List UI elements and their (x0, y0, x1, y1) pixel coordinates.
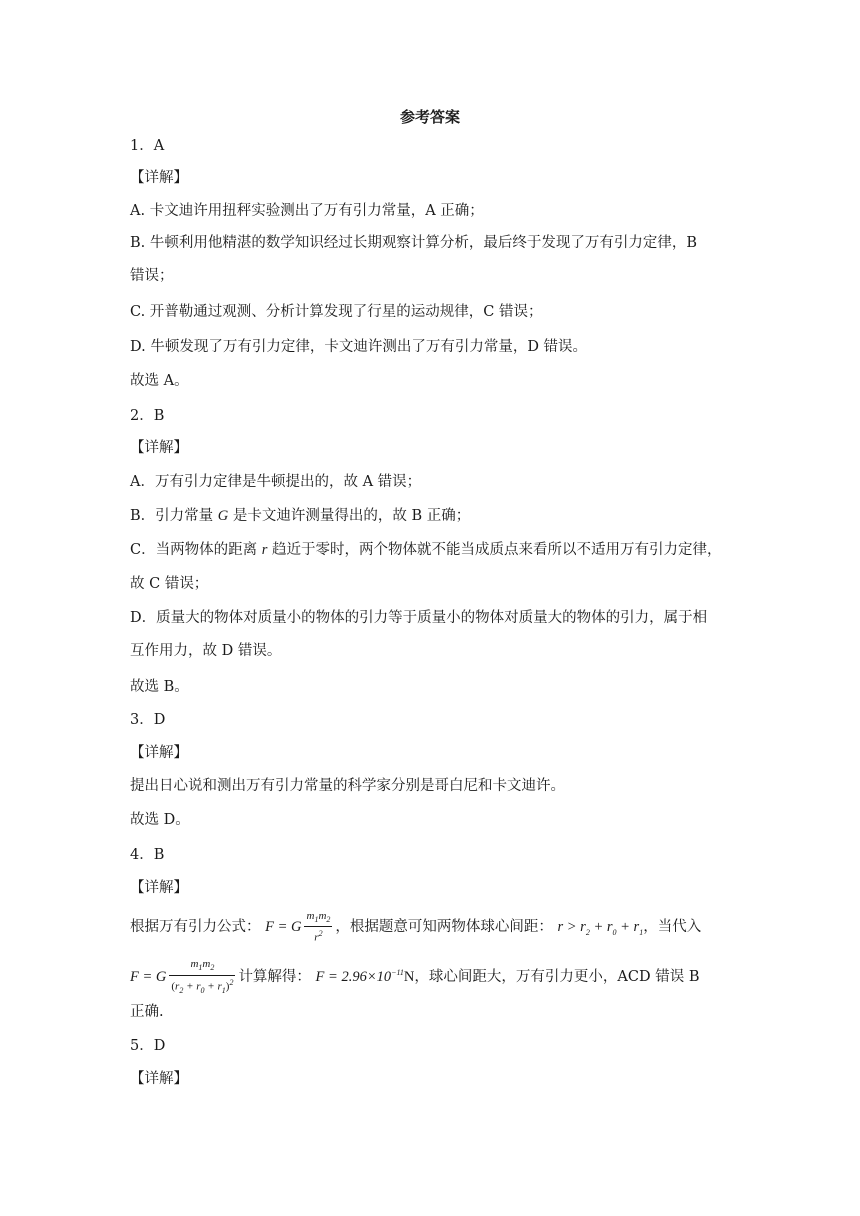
gravitation-formula: F = G $\frac{m_1m_2}{r^2}$ (265, 910, 331, 945)
q2-option-b: B．引力常量 G 是卡文迪许测量得出的，故 B 正确； (130, 508, 471, 524)
q5-detail-label: 【详解】 (130, 1071, 188, 1087)
q2-option-d-line1: D．质量大的物体对质量小的物体的引力等于质量小的物体对质量大的物体的引力，属于相 (130, 610, 708, 626)
q1-option-b-line2: 错误； (130, 268, 174, 284)
q1-detail-label: 【详解】 (130, 170, 188, 186)
q4-conclusion: 正确. (130, 1004, 164, 1020)
q4-result-line: F = G $\frac{m_1m_2}{(r_2 + r_0 + r_1)^2}$ 计算解得： $F = 2.96\times 10^{-11}N$，球心间距大，万有引力更小，ACD 错误 B (130, 958, 700, 995)
distance-inequality: $r > r_2 + r_0 + r_1$ (557, 919, 644, 937)
substituted-formula: F = G $\frac{m_1m_2}{(r_2 + r_0 + r_1)^2}$ (130, 958, 234, 995)
q2-option-c-line1: C．当两物体的距离 r 趋近于零时，两个物体就不能当成质点来看所以不适用万有引力定律， (130, 542, 722, 558)
q1-answer: 1．A (130, 138, 165, 154)
q2-choice: 故选 B。 (130, 679, 189, 695)
q1-choice: 故选 A。 (130, 373, 189, 389)
q3-detail-label: 【详解】 (130, 745, 188, 761)
q5-answer: 5．D (130, 1038, 166, 1054)
q1-option-c: C. 开普勒通过观测、分析计算发现了行星的运动规律，C 错误； (130, 304, 543, 320)
force-result: $F = 2.96\times 10^{-11}N$ (315, 968, 415, 985)
q4-detail-label: 【详解】 (130, 880, 188, 896)
q1-option-a: A. 卡文迪许用扭秤实验测出了万有引力常量，A 正确； (130, 203, 484, 219)
q1-option-d: D. 牛顿发现了万有引力定律，卡文迪许测出了万有引力常量，D 错误。 (130, 339, 588, 355)
q2-option-d-line2: 互作用力，故 D 错误。 (130, 643, 282, 659)
q3-answer: 3．D (130, 712, 166, 728)
q2-option-c-line2: 故 C 错误； (130, 576, 209, 592)
q3-choice: 故选 D。 (130, 812, 190, 828)
q4-formula-line: 根据万有引力公式： F = G $\frac{m_1m_2}{r^2}$ ，根据题意可知两物体球心间距： $r > r_2 + r_0 + r_1$，当代入 (130, 910, 702, 945)
q4-answer: 4．B (130, 847, 165, 863)
q3-text: 提出日心说和测出万有引力常量的科学家分别是哥白尼和卡文迪许。 (130, 778, 565, 794)
page-title: 参考答案 (399, 108, 460, 126)
q2-answer: 2．B (130, 408, 165, 424)
q2-detail-label: 【详解】 (130, 440, 188, 456)
q1-option-b-line1: B. 牛顿利用他精湛的数学知识经过长期观察计算分析，最后终于发现了万有引力定律，B (130, 235, 698, 251)
q2-option-a: A．万有引力定律是牛顿提出的，故 A 错误； (130, 474, 422, 490)
